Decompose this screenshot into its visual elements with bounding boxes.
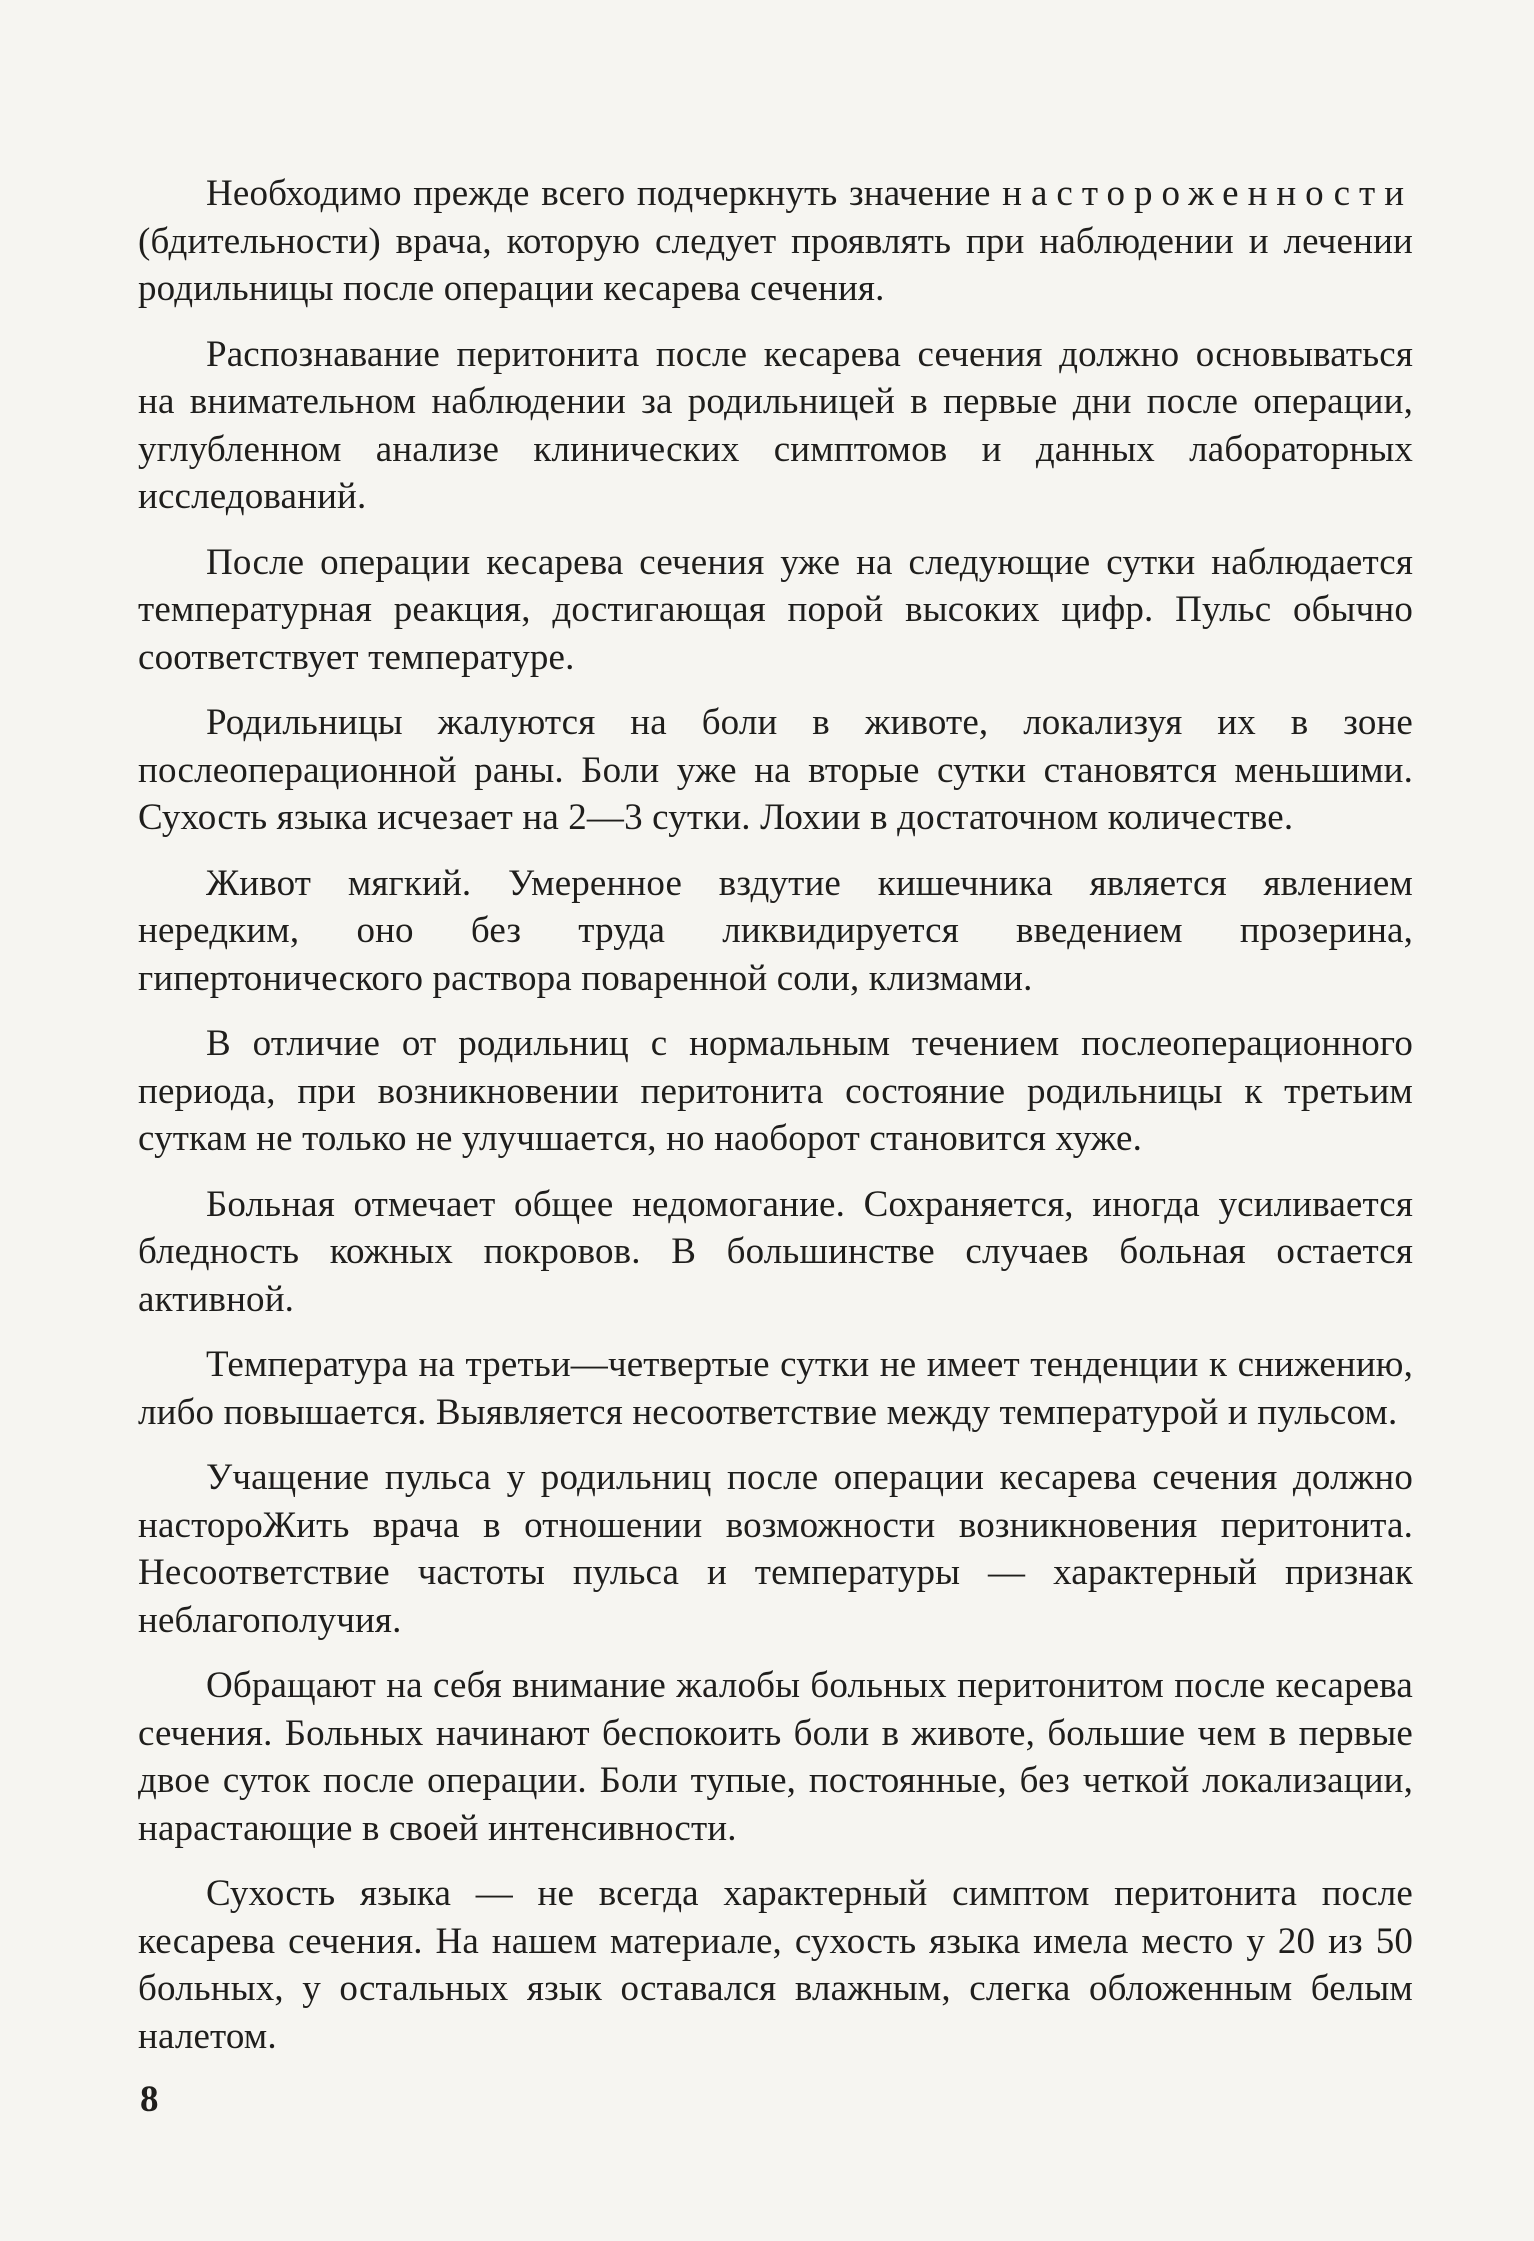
page-number: 8 [140, 2079, 159, 2120]
paragraph-8: Температура на третьи—четвертые сутки не имеет тенденции к снижению, либо повышается. Выявляется несоответствие между температурой и пульсом. [138, 1344, 1413, 1433]
body-text [138, 170, 1413, 2078]
paragraph-9: Учащение пульса у родильниц после операции кесарева сечения должно настороЖить врача в отношении возможности возникновения перитонита. Несоответствие частоты пульса и температуры — характерный признак неблагополучия. [138, 1457, 1413, 1641]
paragraph-7: Больная отмечает общее недомогание. Сохраняется, иногда усиливается бледность кожных покровов. В большинстве случаев больная остается активной. [138, 1183, 1413, 1320]
paragraph-10: Обращают на себя внимание жалобы больных перитонитом после кесарева сечения. Больных начинают беспокоить боли в животе, большие чем в первые двое суток после операции. Боли тупые, постоянные, без четкой локализации, нарастающие в своей интенсивности. [138, 1665, 1413, 1849]
paragraph-1 [138, 170, 1413, 313]
paragraph-1-start: Необходимо прежде всего подчеркнуть значение [206, 173, 1003, 214]
paragraph-2: Распознавание перитонита после кесарева сечения должно основываться на внимательном наблюдении за родильницей в первые дни после операции, углубленном анализе клинических симптомов и данных лабораторных исследований. [138, 333, 1413, 517]
paragraph-6: В отличие от родильниц с нормальным течением послеоперационного периода, при возникновении перитонита состояние родильницы к третьим суткам не только не улучшается, но наоборот становится хуже. [138, 1023, 1413, 1159]
paragraph-5: Живот мягкий. Умеренное вздутие кишечника является явлением нередким, оно без труда ликвидируется введением прозерина, гипертонического раствора поваренной соли, клизмами. [138, 862, 1413, 999]
paragraph-4: Родильницы жалуются на боли в животе, локализуя их в зоне послеоперационной раны. Боли уже на вторые сутки становятся меньшими. Сухость языка исчезает на 2—3 сутки. Лохии в достаточном количестве. [138, 702, 1413, 838]
paragraph-1-end: (бдительности) врача, которую следует проявлять при наблюдении и лечении родильницы после операции кесарева сечения. [138, 220, 1413, 309]
emphasized-term: настороженности [1002, 173, 1413, 214]
paragraph-11: Сухость языка — не всегда характерный симптом перитонита после кесарева сечения. На нашем материале, сухость языка имела место у 20 из 50 больных, у остальных язык оставался влажным, слегка обложенным белым налетом. [138, 1873, 1413, 2057]
paragraph-3: После операции кесарева сечения уже на следующие сутки наблюдается температурная реакция, достигающая порой высоких цифр. Пульс обычно соответствует температуре. [138, 541, 1413, 678]
